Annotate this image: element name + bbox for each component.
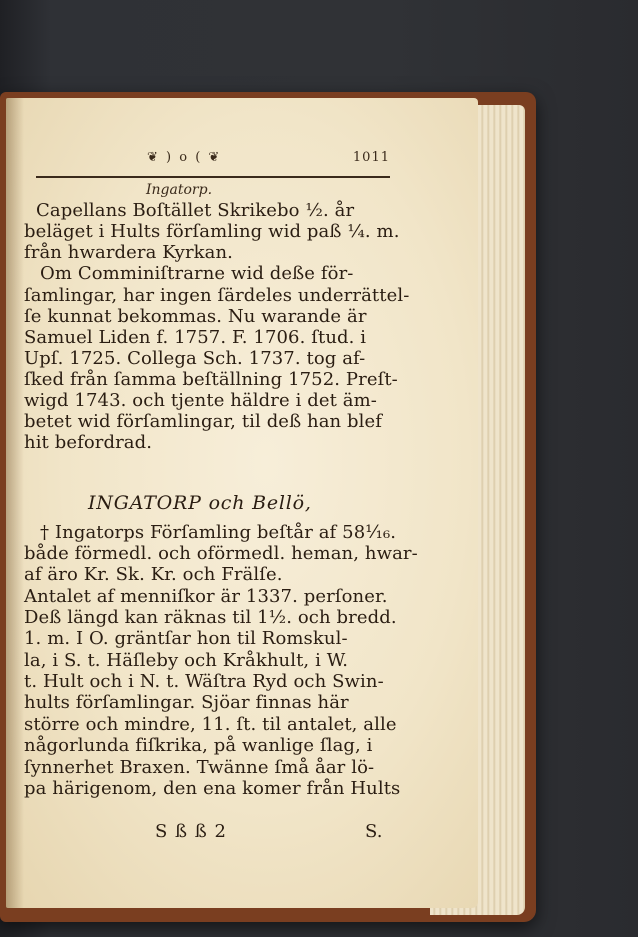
- text-line: ſynnerhet Braxen. Twänne ſmå åar lö-: [24, 757, 375, 778]
- text-line: beläget i Hults förſamling wid paß ¼. m.: [24, 221, 400, 242]
- text-line: både förmedl. och oförmedl. heman, hwar-: [24, 543, 418, 564]
- text-line: Om Comminiſtrarne wid deße för-: [40, 263, 354, 284]
- text-line: 1. m. I O. gräntſar hon til Romskul-: [24, 628, 348, 649]
- text-line: wigd 1743. och tjente häldre i det äm-: [24, 390, 377, 411]
- text-line: Upſ. 1725. Collega Sch. 1737. tog af-: [24, 348, 366, 369]
- text-line: Capellans Boſtället Skrikebo ½. år: [36, 200, 355, 221]
- section-heading: INGATORP och Bellö,: [88, 492, 312, 514]
- text-line: större och mindre, 11. ſt. til antalet, alle: [24, 714, 397, 735]
- catchword: S.: [365, 821, 383, 842]
- text-line: från hwardera Kyrkan.: [24, 242, 234, 263]
- text-line: ſked från ſamma beſtällning 1752. Preſt-: [24, 369, 398, 390]
- text-line: la, i S. t. Häſleby och Kråkhult, i W.: [24, 650, 349, 671]
- text-line: † Ingatorps Förſamling beſtår af 58¹⁄₁₆.: [40, 522, 397, 543]
- header-ornament: ❦ ) o ( ❦: [147, 150, 222, 165]
- header-rule: [36, 176, 390, 178]
- text-line: Samuel Liden f. 1757. F. 1706. ſtud. i: [24, 327, 367, 348]
- page-gutter-shadow: [6, 98, 24, 908]
- text-line: någorlunda fiſkrika, på wanlige ſlag, i: [24, 735, 373, 756]
- text-line: betet wid förſamlingar, til deß han blef: [24, 411, 383, 432]
- text-line: af äro Kr. Sk. Kr. och Frälſe.: [24, 564, 283, 585]
- text-line: hults förſamlingar. Sjöar finnas här: [24, 692, 349, 713]
- page-header: [40, 150, 390, 174]
- text-line: hit befordrad.: [24, 432, 153, 453]
- page-number: 1011: [352, 150, 390, 165]
- running-head: Ingatorp.: [146, 182, 213, 198]
- text-line: t. Hult och i N. t. Wäſtra Ryd och Swin-: [24, 671, 384, 692]
- text-line: Antalet af menniſkor är 1337. perſoner.: [24, 586, 388, 607]
- text-line: pa härigenom, den ena komer från Hults: [24, 778, 401, 799]
- text-line: Deß längd kan räknas til 1½. och bredd.: [24, 607, 397, 628]
- signature-mark: S ß ß 2: [155, 821, 227, 842]
- text-line: ſamlingar, har ingen ſärdeles underrättel-: [24, 285, 410, 306]
- text-line: ſe kunnat bekommas. Nu warande är: [24, 306, 367, 327]
